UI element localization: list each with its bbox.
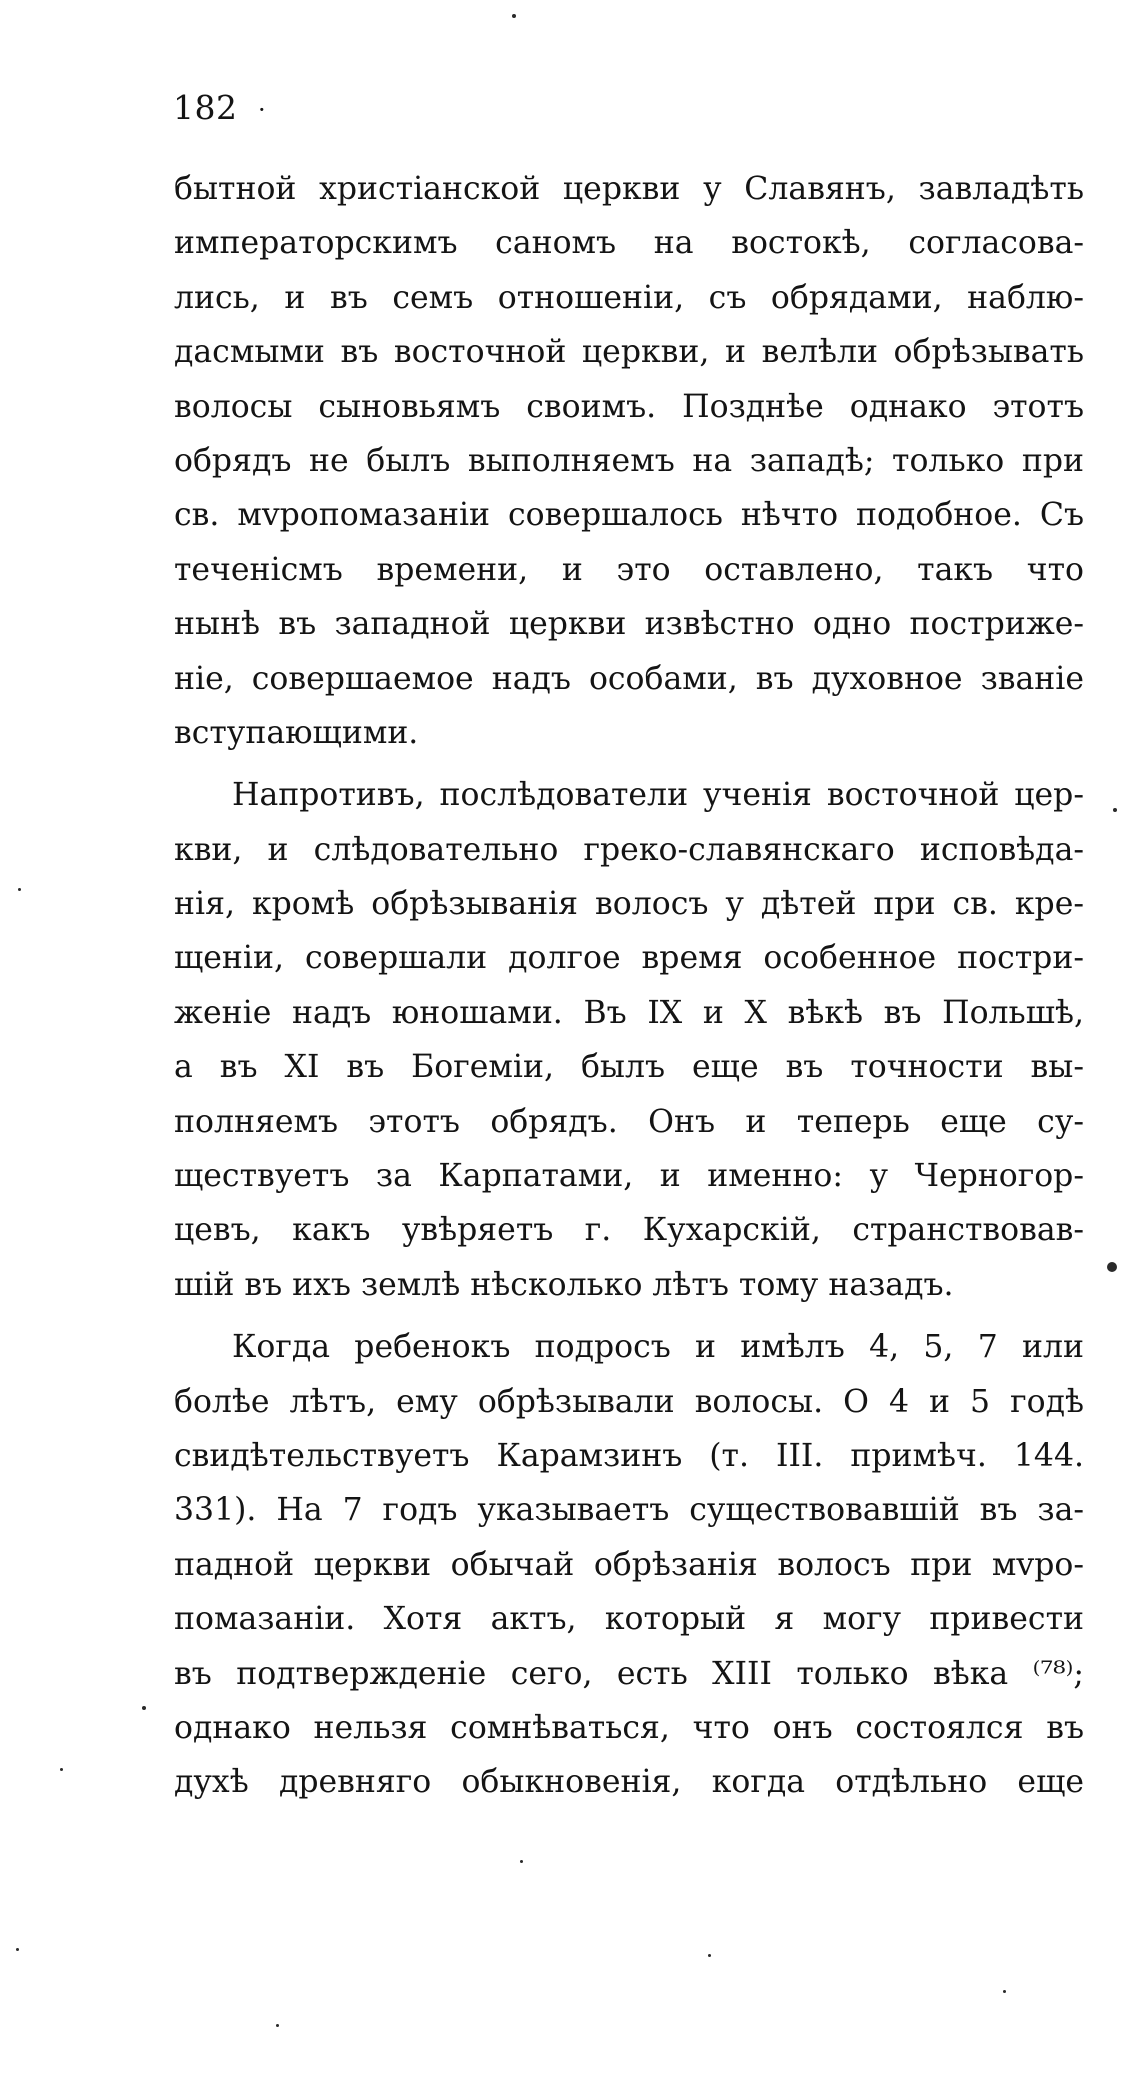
text-line: дасмыми въ восточной церкви, и велѣли обрѣзывать — [174, 334, 1084, 371]
text-line: ніе, совершаемое надъ особами, въ духовное званіе — [174, 660, 1084, 697]
text-line: волосы сыновьямъ своимъ. Позднѣе однако этотъ — [174, 388, 1084, 425]
text-line: св. мvропомазаніи совершалось нѣчто подобное. Съ — [174, 497, 1084, 534]
scan-speck — [16, 1948, 19, 1951]
paragraph-1 — [174, 162, 1084, 760]
text-line: полняемъ этотъ обрядъ. Онъ и теперь еще су- — [174, 1103, 1084, 1140]
text-line: Напротивъ, послѣдователи ученія восточной цер- — [232, 777, 1084, 814]
text-line: свидѣтельствуетъ Карамзинъ (т. III. примѣч. 144. — [174, 1437, 1084, 1474]
paragraph-gap — [174, 1312, 1084, 1320]
text-line: бытной христіанской церкви у Славянъ, завладѣть — [174, 171, 1084, 207]
text-line: болѣе лѣтъ, ему обрѣзывали волосы. О 4 и 5 годѣ — [174, 1383, 1084, 1420]
scan-speck — [708, 1954, 711, 1957]
scan-speck — [18, 888, 21, 891]
scan-speck — [1107, 1262, 1117, 1272]
text-line: падной церкви обычай обрѣзанія волосъ при мvро- — [174, 1546, 1084, 1583]
text-line: кви, и слѣдовательно греко-славянскаго исповѣда- — [174, 831, 1084, 868]
text-line: нынѣ въ западной церкви извѣстно одно постриже- — [174, 606, 1084, 643]
text-line: обрядъ не былъ выполняемъ на западѣ; только при — [174, 442, 1084, 479]
page-number-dot: · — [258, 96, 266, 124]
scan-speck — [142, 1706, 146, 1710]
body-text — [174, 162, 1084, 1810]
text-line: щеніи, совершали долгое время особенное постри- — [174, 940, 1084, 977]
scan-speck — [1003, 1990, 1006, 1993]
text-line: цевъ, какъ увѣряетъ г. Кухарскій, странствовав- — [174, 1212, 1084, 1249]
paragraph-2 — [174, 768, 1084, 1312]
text-line: а въ XI въ Богеміи, былъ еще въ точности вы- — [174, 1049, 1084, 1086]
scan-speck — [1113, 808, 1117, 812]
scan-speck — [512, 14, 516, 18]
text-line: вступающими. — [174, 714, 419, 751]
scan-speck — [276, 2024, 279, 2027]
text-line: 331). На 7 годъ указываетъ существовавшій въ за- — [174, 1492, 1084, 1529]
text-line: женіе надъ юношами. Въ IX и X вѣкѣ въ Польшѣ, — [174, 994, 1084, 1031]
text-line: нія, кромѣ обрѣзыванія волосъ у дѣтей при св. кре- — [174, 886, 1084, 923]
text-line: однако нельзя сомнѣваться, что онъ состоялся въ — [174, 1709, 1084, 1746]
paragraph-3 — [174, 1320, 1084, 1810]
scan-speck — [60, 1768, 63, 1771]
text-line: духѣ древняго обыкновенія, когда отдѣльно еще — [174, 1764, 1084, 1801]
text-line: Когда ребенокъ подросъ и имѣлъ 4, 5, 7 или — [232, 1329, 1084, 1366]
text-line: въ подтвержденіе сего, есть XIII только вѣка ⁽⁷⁸⁾; — [174, 1655, 1084, 1692]
paragraph-gap — [174, 760, 1084, 768]
text-line: помазаніи. Хотя актъ, который я могу привести — [174, 1601, 1084, 1638]
text-line: теченісмъ времени, и это оставлено, такъ что — [174, 551, 1084, 588]
text-line: шій въ ихъ землѣ нѣсколько лѣтъ тому назадъ. — [174, 1266, 954, 1303]
text-line: императорскимъ саномъ на востокѣ, согласова- — [174, 225, 1084, 262]
text-line: ществуетъ за Карпатами, и именно: у Черногор- — [174, 1158, 1084, 1195]
scan-speck — [520, 1860, 523, 1863]
text-line: лись, и въ семъ отношеніи, съ обрядами, наблю- — [174, 279, 1084, 316]
page-number: 182 — [173, 88, 238, 127]
